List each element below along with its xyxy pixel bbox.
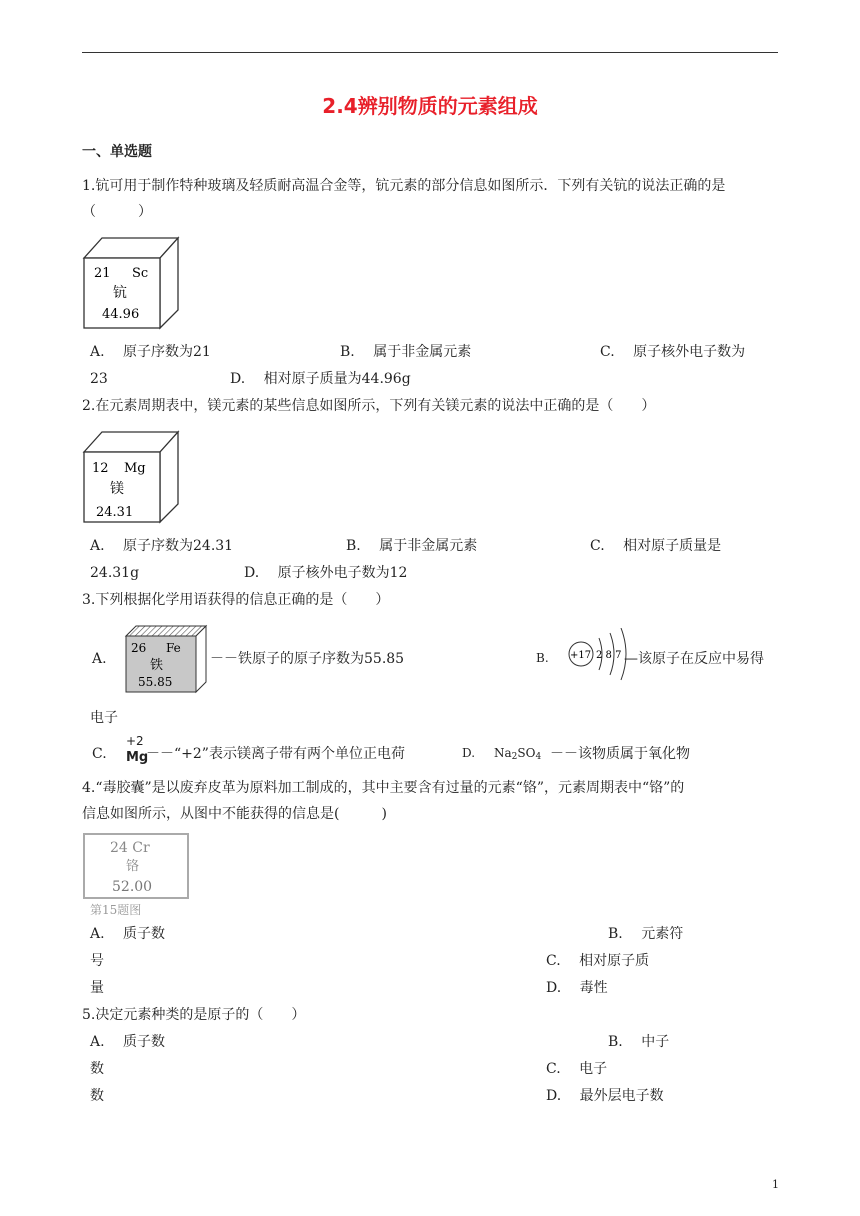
q4-option-b-continued: 号 bbox=[90, 953, 104, 969]
page-number: 1 bbox=[772, 1178, 779, 1191]
q3-mg-charge: +2 bbox=[126, 734, 144, 748]
q4-cell-name: 铬 bbox=[126, 859, 140, 874]
q4-option-c-continued: 量 bbox=[90, 980, 104, 996]
q3-option-c-label: C. bbox=[92, 746, 107, 762]
q3-option-b-label: B. bbox=[536, 651, 549, 665]
q1-option-d: D. 相对原子质量为44.96g bbox=[230, 371, 411, 387]
q3-fe-element-cell bbox=[124, 624, 208, 694]
q3-option-d-label: D. bbox=[462, 746, 476, 760]
q5-option-a: A. 质子数 bbox=[90, 1034, 166, 1050]
q5-option-c: C. 电子 bbox=[546, 1061, 608, 1077]
q2-cell-symbol: Mg bbox=[124, 461, 146, 476]
q4-stem-line2: 信息如图所示，从图中不能获得的信息是( ) bbox=[82, 806, 387, 822]
q4-option-c: C. 相对原子质 bbox=[546, 953, 650, 969]
q3-cell-number: 26 bbox=[131, 641, 147, 655]
page-title: 2.4辨别物质的元素组成 bbox=[322, 94, 538, 118]
q3-electron-shells: 2 8 7 bbox=[596, 650, 622, 661]
q3-cell-mass: 55.85 bbox=[138, 675, 173, 689]
q2-cell-name: 镁 bbox=[110, 481, 124, 497]
q3-cell-symbol: Fe bbox=[166, 641, 181, 655]
q3-nucleus-charge: +17 bbox=[570, 650, 592, 661]
q4-stem-line1: 4.“毒胶囊”是以废弃皮革为原料加工制成的，其中主要含有过量的元素“铬”，元素周期表中“铬”的 bbox=[82, 780, 685, 796]
q2-option-b: B. 属于非金属元素 bbox=[346, 538, 478, 554]
q3-option-d-text: －－该物质属于氧化物 bbox=[550, 746, 690, 762]
header-rule bbox=[82, 52, 778, 53]
q3-stem: 3.下列根据化学用语获得的信息正确的是（ ） bbox=[82, 592, 390, 608]
q3-option-b-text: —该原子在反应中易得 bbox=[624, 651, 764, 667]
q2-element-cell bbox=[82, 430, 182, 524]
q2-stem: 2.在元素周期表中，镁元素的某些信息如图所示，下列有关镁元素的说法中正确的是（ ） bbox=[82, 398, 656, 414]
q1-cell-name: 钪 bbox=[113, 285, 127, 301]
q1-option-a: A. 原子序数为21 bbox=[90, 344, 211, 360]
q2-cell-mass: 24.31 bbox=[96, 505, 134, 520]
q2-option-c-continued: 24.31g bbox=[90, 565, 140, 581]
q4-chromium-cell-image bbox=[82, 832, 192, 918]
q5-option-c-continued: 数 bbox=[90, 1088, 104, 1104]
q3-mg-symbol: Mg bbox=[126, 750, 149, 765]
q2-cell-number: 12 bbox=[92, 461, 109, 476]
q3-cell-name: 铁 bbox=[150, 658, 164, 673]
q2-option-d: D. 原子核外电子数为12 bbox=[244, 565, 408, 581]
q5-option-d: D. 最外层电子数 bbox=[546, 1088, 664, 1104]
q5-option-b: B. 中子 bbox=[608, 1034, 670, 1050]
q3-option-b-continued: 电子 bbox=[90, 710, 118, 726]
q5-option-a-continued: 数 bbox=[90, 1061, 104, 1077]
q2-option-c: C. 相对原子质量是 bbox=[590, 538, 722, 554]
q3-option-a-text: －－铁原子的原子序数为55.85 bbox=[210, 651, 405, 667]
q5-stem: 5.决定元素种类的是原子的（ ） bbox=[82, 1007, 306, 1023]
q1-stem-line2: （ ） bbox=[82, 204, 152, 220]
q1-option-b: B. 属于非金属元素 bbox=[340, 344, 472, 360]
q1-option-c: C. 原子核外电子数为 bbox=[600, 344, 746, 360]
q2-option-a: A. 原子序数为24.31 bbox=[90, 538, 234, 554]
q4-option-b: B. 元素符 bbox=[608, 926, 684, 942]
q4-option-a: A. 质子数 bbox=[90, 926, 166, 942]
q3-option-a-label: A. bbox=[92, 651, 107, 667]
q4-cell-mass: 52.00 bbox=[112, 879, 153, 895]
q4-option-d: D. 毒性 bbox=[546, 980, 608, 996]
q1-element-cell bbox=[82, 236, 182, 330]
q1-cell-symbol: Sc bbox=[132, 266, 149, 281]
q1-cell-number: 21 bbox=[94, 266, 111, 281]
q1-cell-mass: 44.96 bbox=[102, 307, 140, 322]
q3-sodium-sulfate-formula: $Na_2SO_4$ bbox=[494, 746, 542, 762]
q4-figure-caption: 第15题图 bbox=[90, 903, 142, 917]
section-heading: 一、单选题 bbox=[82, 144, 152, 160]
q4-cell-number-symbol: 24 Cr bbox=[110, 840, 150, 856]
q3-option-c-text: －－“+2”表示镁离子带有两个单位正电荷 bbox=[146, 746, 405, 762]
q1-stem-line1: 1.钪可用于制作特种玻璃及轻质耐高温合金等，钪元素的部分信息如图所示．下列有关钪的说法正确的是 bbox=[82, 178, 726, 194]
q1-option-c-continued: 23 bbox=[90, 371, 108, 387]
